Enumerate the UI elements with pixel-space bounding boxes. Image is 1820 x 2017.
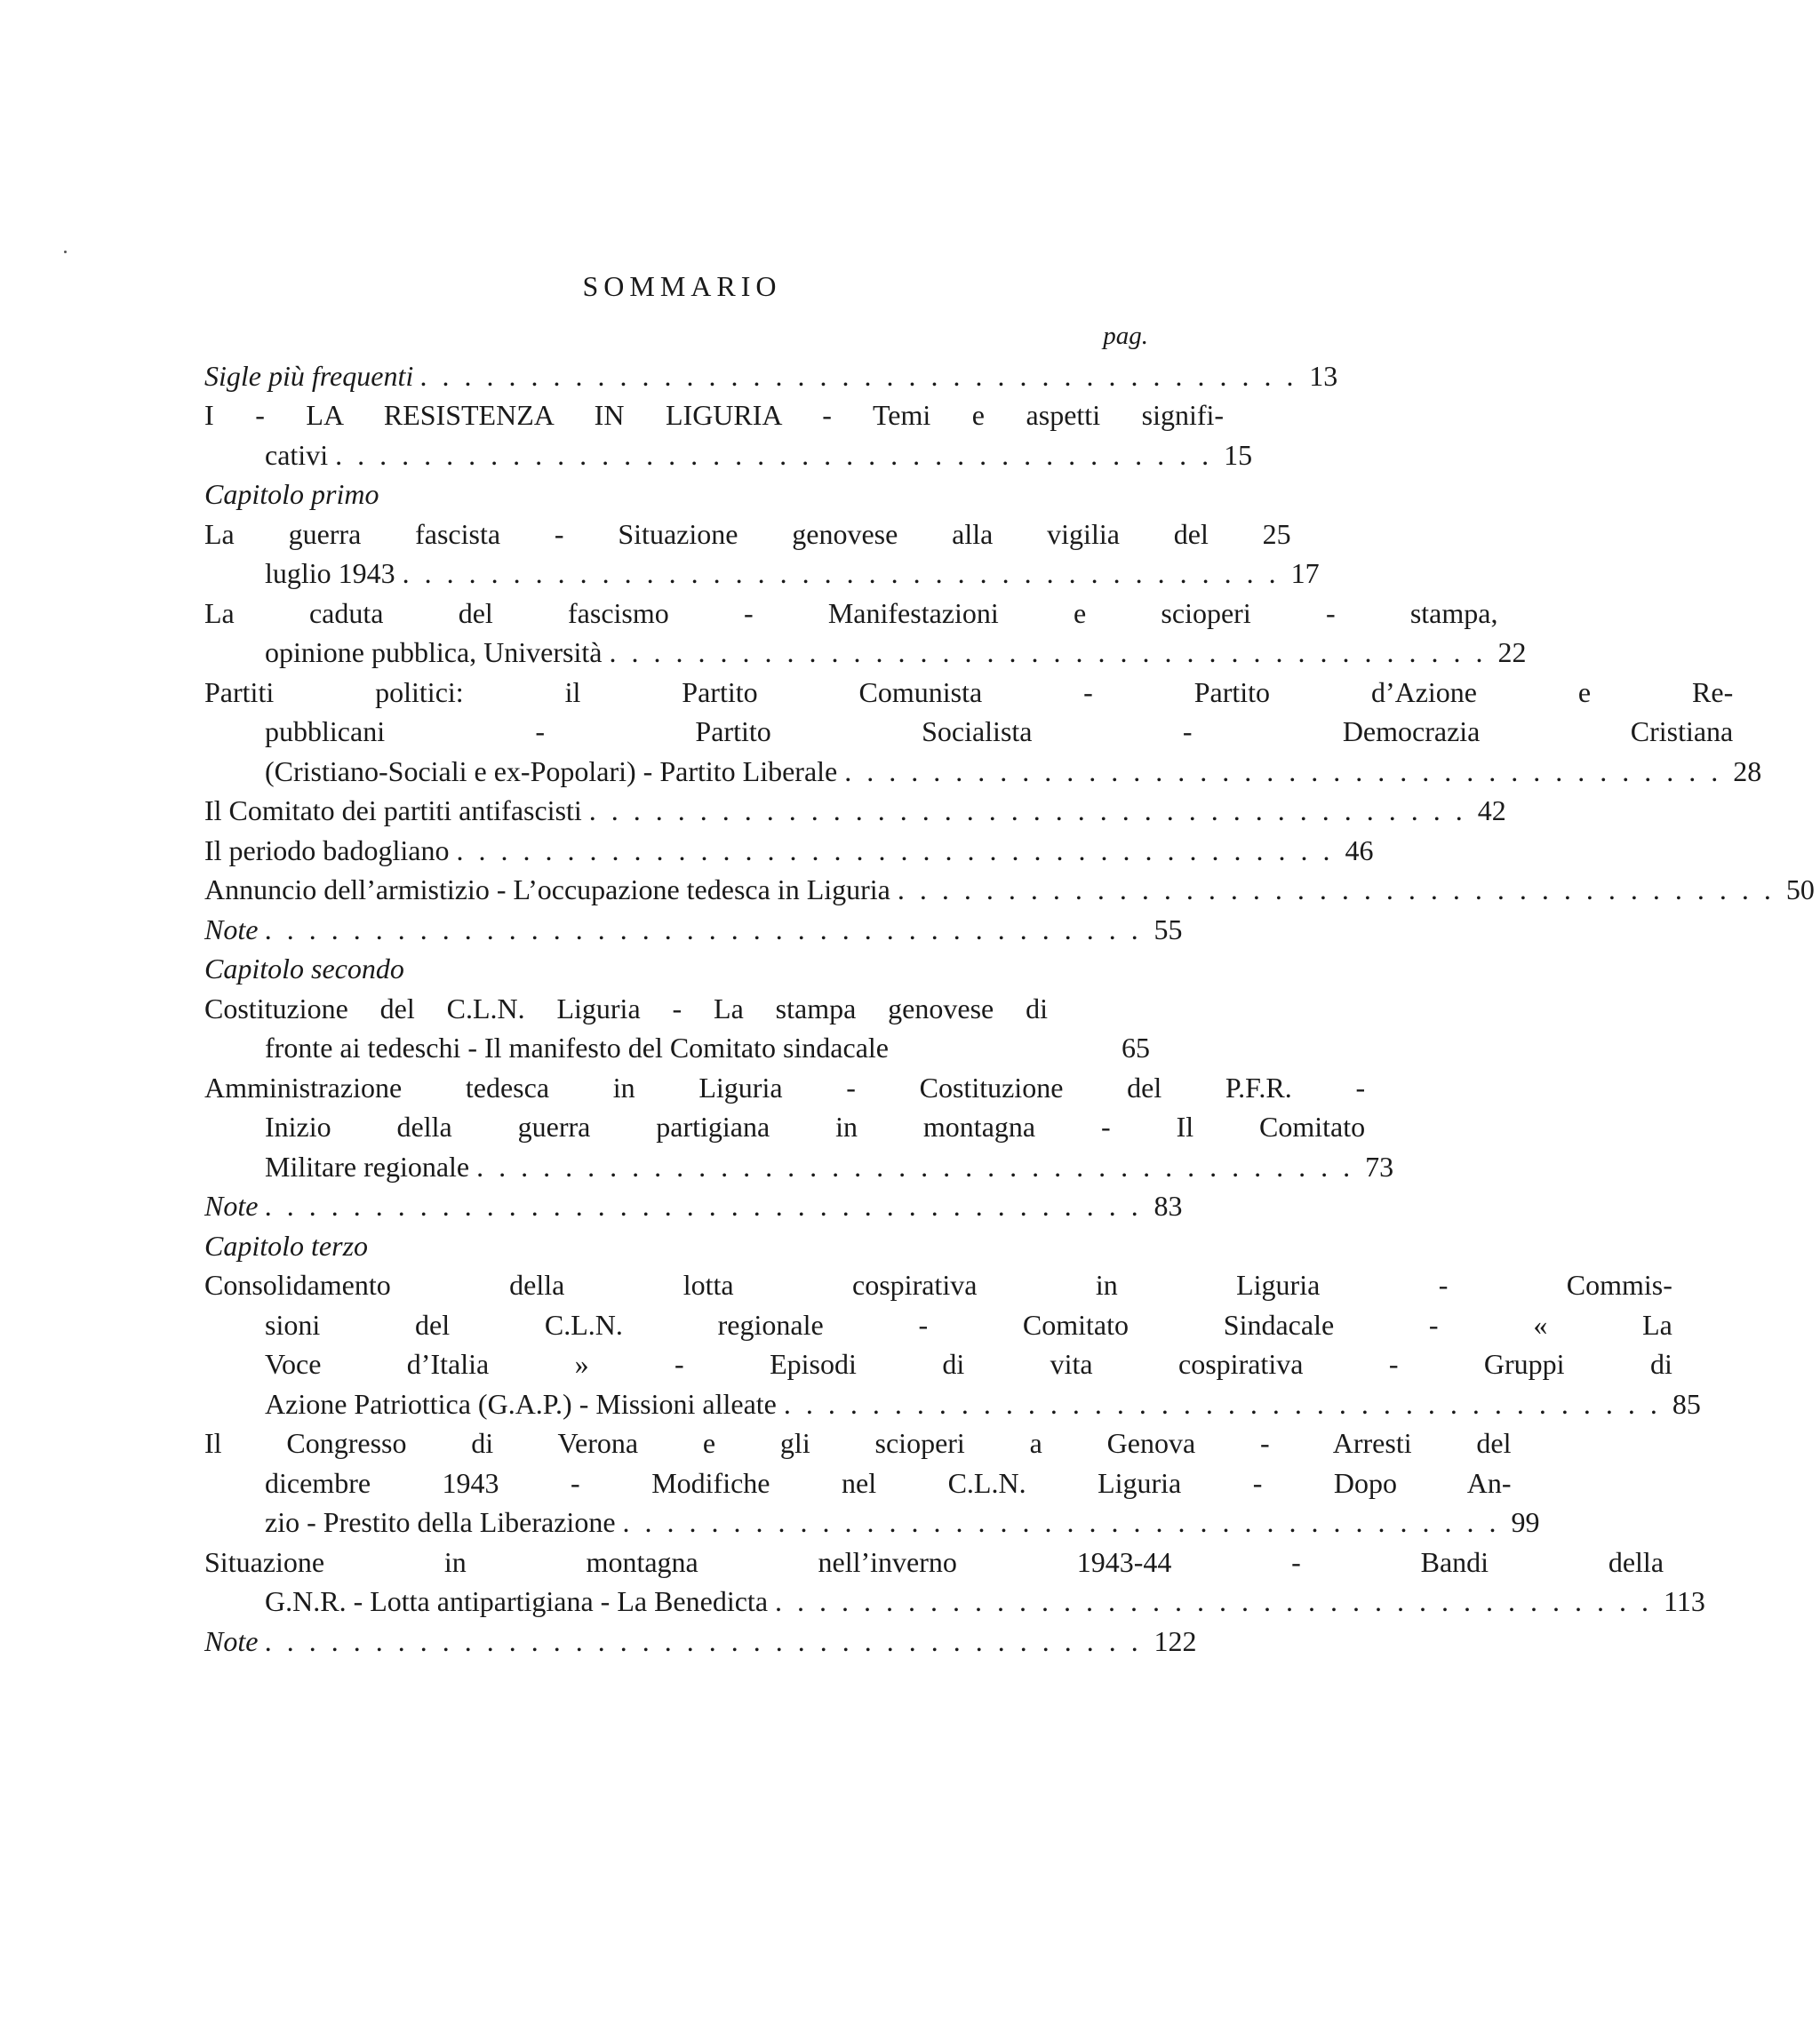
dot-leader: ........................................ [402,557,1291,589]
dot-leader: ........................................ [456,833,1345,866]
toc-entry-line: Note [204,1624,259,1657]
page-number: 55 [1153,913,1183,945]
toc-entry-line: sioni del C.L.N. regionale - Comitato Sindacale - « La [265,1308,1672,1341]
chapter-heading: Capitolo primo [204,478,379,510]
toc-entry [204,1186,1183,1226]
dot-leader: ........................................ [265,913,1154,945]
page-number: 113 [1664,1585,1705,1617]
dot-leader: ........................................ [775,1585,1664,1617]
toc-entry-text [204,910,1153,950]
toc-entry-line: luglio 1943 [265,557,395,589]
toc-entry-text [204,1068,1365,1187]
toc-entry-line: Annuncio dell’armistizio - L’occupazione tedesca in Liguria [204,873,890,905]
toc-entry [204,673,1762,792]
toc-entry-line: Amministrazione tedesca in Liguria - Costituzione del P.F.R. - [204,1071,1366,1104]
toc-entry-line: I - LA RESISTENZA IN LIGURIA - Temi e aspetti signifi- [204,399,1225,431]
chapter-heading: Capitolo secondo [204,953,404,985]
toc-entry-line: Partiti politici: il Partito Comunista - Partito d’Azione e Re- [204,675,1734,708]
toc-entry-line: Voce d’Italia » - Episodi di vita cospirativa - Gruppi di [265,1348,1672,1380]
toc-entry [204,1265,1701,1423]
toc-entry [204,395,1253,474]
toc-entry-line: zio - Prestito della Liberazione [265,1506,616,1538]
toc-entry-text [204,673,1733,792]
toc-entry-line: Costituzione del C.L.N. Liguria - La stampa genovese di [204,992,1048,1024]
page-number: 85 [1672,1387,1701,1420]
page-number: 122 [1153,1624,1197,1657]
toc-entry [204,831,1374,871]
toc-entry [204,989,1155,1068]
page-number: 42 [1477,794,1506,826]
paper-speck [64,251,67,253]
toc-entry-line: Il Congresso di Verona e gli scioperi a Genova - Arresti del [204,1427,1512,1459]
page-number: 28 [1733,754,1762,787]
dot-leader: ........................................ [265,1190,1154,1222]
page-number: 13 [1309,359,1338,392]
toc-entry-text [204,791,1478,831]
toc-entry-text [204,1622,1153,1662]
toc-entry [204,791,1506,831]
toc-entry-line: Inizio della guerra partigiana in montagna - Il Comitato [265,1111,1366,1143]
toc-entry-line: Sigle più frequenti [204,359,414,392]
toc-entry-line: (Cristiano-Sociali e ex-Popolari) - Partito Liberale [265,754,838,787]
page-column-header: pag. [1103,322,1148,350]
toc-entry-line: cativi [265,438,329,471]
page-number: 73 [1365,1150,1394,1183]
table-of-contents [204,316,1815,1661]
dot-leader: ........................................ [783,1387,1672,1420]
toc-entry-text [204,1543,1664,1622]
toc-entry-line: fronte ai tedeschi - Il manifesto del Comitato sindacale [265,1032,889,1064]
toc-entry-text [204,1423,1512,1543]
toc-entry [204,1622,1197,1662]
page-number: 83 [1153,1190,1183,1222]
toc-entry-line: La guerra fascista - Situazione genovese alla vigilia del 25 [204,517,1291,550]
toc-entry [204,1068,1394,1187]
page-number: 17 [1290,557,1320,589]
toc-entry-line: Note [204,1190,259,1222]
toc-entry-line: Consolidamento della lotta cospirativa in Liguria - Commis- [204,1269,1672,1301]
toc-entry-text [204,1186,1153,1226]
page-number: 15 [1224,438,1253,471]
dot-leader: ........................................ [622,1506,1512,1538]
toc-entry-text [204,831,1345,871]
page-number: 65 [1122,1032,1150,1064]
page-number: 50 [1785,873,1815,905]
toc-entry [204,910,1183,950]
page-number: 22 [1497,636,1527,668]
toc-entry-text [204,395,1224,474]
toc-entry [204,594,1527,673]
toc-entry-text [204,989,1048,1068]
toc-entry-line: La caduta del fascismo - Manifestazioni e scioperi - stampa, [204,596,1498,629]
toc-entry [204,1423,1540,1543]
toc-entry-line: opinione pubblica, Università [265,636,603,668]
dot-leader: ........................................ [335,438,1225,471]
toc-entry-text [204,594,1497,673]
page-title: SOMMARIO [582,270,782,302]
chapter-heading: Capitolo terzo [204,1229,369,1262]
dot-leader: ........................................ [609,636,1498,668]
toc-entry-text [204,870,1786,910]
toc-entry-text [204,356,1309,396]
toc-entry [204,1543,1705,1622]
toc-entry-line: dicembre 1943 - Modifiche nel C.L.N. Liguria - Dopo An- [265,1466,1512,1499]
toc-entry-line: Note [204,913,259,945]
page-number: 99 [1511,1506,1540,1538]
toc-entry [204,356,1338,396]
toc-entry-line: Situazione in montagna nell’inverno 1943-44 - Bandi della [204,1545,1664,1578]
toc-entry-text [204,514,1291,594]
dot-leader: ........................................ [265,1624,1154,1657]
toc-entry-line: Azione Patriottica (G.A.P.) - Missioni alleate [265,1387,777,1420]
toc-entry-line: Il Comitato dei partiti antifascisti [204,794,582,826]
dot-leader: ........................................ [844,754,1734,787]
toc-entry [204,514,1320,594]
dot-leader: ........................................ [588,794,1478,826]
dot-leader: ........................................ [420,359,1310,392]
dot-leader: ........................................ [897,873,1786,905]
page-number: 46 [1345,833,1374,866]
toc-entry-line: pubblicani - Partito Socialista - Democrazia Cristiana [265,715,1734,747]
toc-entry-text [204,1265,1672,1423]
toc-entry-line: Il periodo badogliano [204,833,450,866]
toc-entry-line: G.N.R. - Lotta antipartigiana - La Benedicta [265,1585,769,1617]
toc-entry-line: Militare regionale [265,1150,470,1183]
toc-entry [204,870,1815,910]
dot-leader: ........................................ [476,1150,1366,1183]
